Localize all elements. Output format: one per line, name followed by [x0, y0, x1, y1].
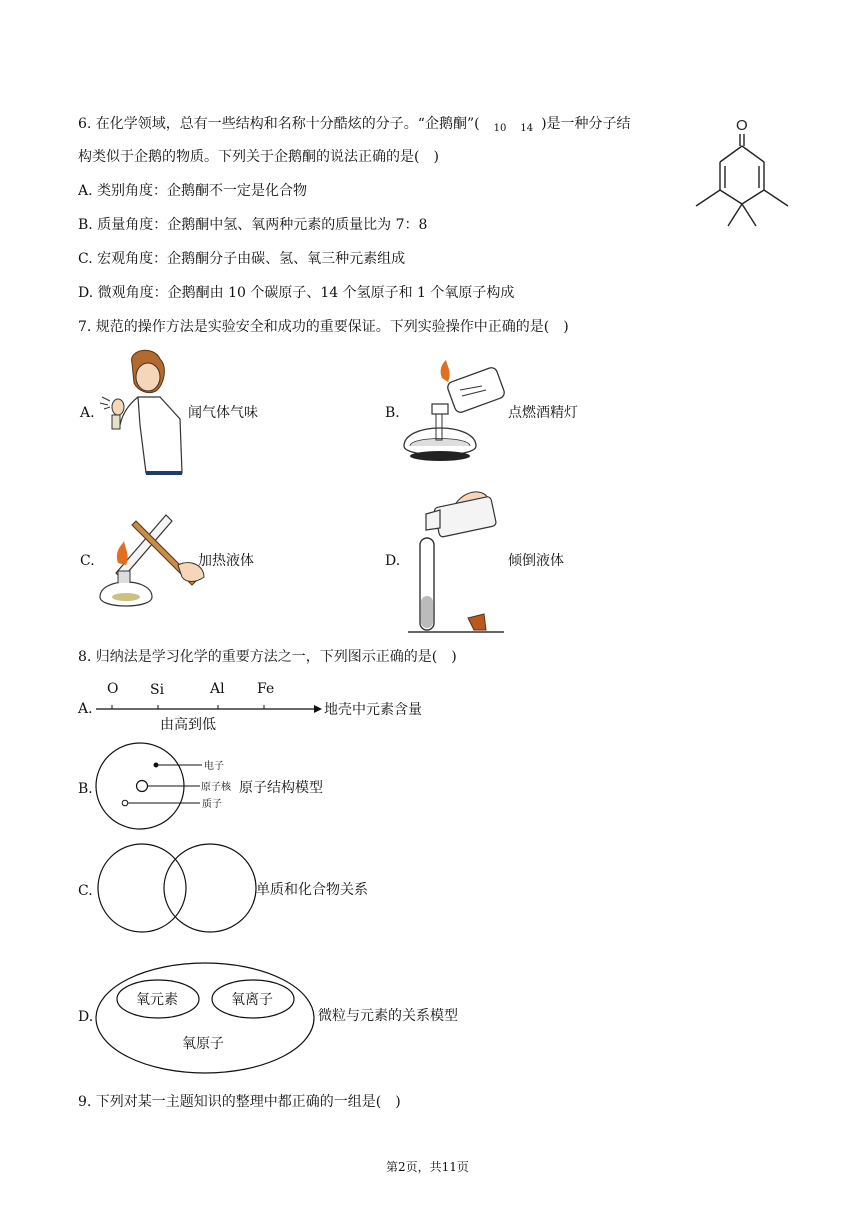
- atom-model-title: 原子结构模型: [239, 780, 323, 796]
- particle-model-title: 微粒与元素的关系模型: [318, 1008, 458, 1024]
- q6-stem-line2: 构类似于企鹅的物质。下列关于企鹅酮的说法正确的是( ): [78, 149, 439, 165]
- oxygen-ion-label: 氧离子: [231, 992, 273, 1008]
- light-lamp-illustration: [402, 360, 512, 464]
- q8-option-c-letter: C.: [78, 883, 93, 899]
- q7-option-a-letter: A.: [80, 405, 95, 421]
- q7-option-b-letter: B.: [385, 405, 400, 421]
- q7-stem: 7. 规范的操作方法是实验安全和成功的重要保证。下列实验操作中正确的是( ): [78, 319, 569, 335]
- q7-option-c-text: 加热液体: [198, 553, 254, 569]
- element-si: Si: [150, 682, 165, 698]
- axis-direction-label: 由高到低: [160, 717, 216, 733]
- venn-title: 单质和化合物关系: [256, 882, 368, 898]
- q9-stem: 9. 下列对某一主题知识的整理中都正确的一组是( ): [78, 1094, 401, 1110]
- q7-option-b-text: 点燃酒精灯: [508, 405, 578, 421]
- q6-option-b: B. 质量角度：企鹅酮中氢、氧两种元素的质量比为 7：8: [78, 217, 428, 233]
- q7-option-c-letter: C.: [80, 553, 95, 569]
- q7-option-d-text: 倾倒液体: [508, 553, 564, 569]
- page-footer: 第2页，共11页: [386, 1160, 469, 1174]
- q6-stem-part2: )是一种分子结: [541, 116, 631, 132]
- oxygen-element-label: 氧元素: [136, 992, 178, 1008]
- oxygen-atom-label: 氧原子: [182, 1036, 224, 1052]
- venn-diagram: [96, 842, 386, 934]
- q8-stem: 8. 归纳法是学习化学的重要方法之一，下列图示正确的是( ): [78, 649, 457, 665]
- nucleus-label: 原子核: [201, 782, 231, 793]
- q6-option-d: D. 微观角度：企鹅酮由 10 个碳原子、14 个氢原子和 1 个氧原子构成: [78, 285, 515, 301]
- q6-sub-h: 14: [520, 123, 534, 134]
- q8-option-b-letter: B.: [78, 781, 93, 797]
- crust-elements-axis: [96, 676, 426, 736]
- proton-label: 质子: [202, 799, 222, 810]
- smell-gas-illustration: [98, 345, 188, 475]
- q8-option-a-letter: A.: [78, 701, 93, 717]
- q6-stem-line1: [78, 115, 631, 135]
- particle-element-diagram: [96, 962, 486, 1078]
- axis-title: 地壳中元素含量: [324, 702, 422, 718]
- molecule-oxygen-label: O: [736, 117, 748, 134]
- q6-option-c: C. 宏观角度：企鹅酮分子由碳、氢、氧三种元素组成: [78, 251, 406, 267]
- q7-option-a-text: 闻气体气味: [188, 405, 258, 421]
- element-al: Al: [210, 681, 225, 697]
- heat-liquid-illustration: [96, 505, 206, 615]
- q8-option-d-letter: D.: [78, 1009, 94, 1025]
- q6-option-a: A. 类别角度：企鹅酮不一定是化合物: [78, 183, 308, 199]
- element-o: O: [107, 681, 119, 697]
- pour-liquid-illustration: [404, 484, 514, 636]
- q6-sub-c: 10: [493, 123, 507, 134]
- penguinone-molecule: [690, 112, 790, 232]
- q6-stem-part1: 6. 在化学领域，总有一些结构和名称十分酷炫的分子。“企鹅酮”(: [78, 116, 480, 132]
- element-fe: Fe: [257, 681, 275, 697]
- electron-label: 电子: [204, 761, 224, 772]
- q7-option-d-letter: D.: [385, 553, 401, 569]
- atom-structure-diagram: [96, 742, 346, 830]
